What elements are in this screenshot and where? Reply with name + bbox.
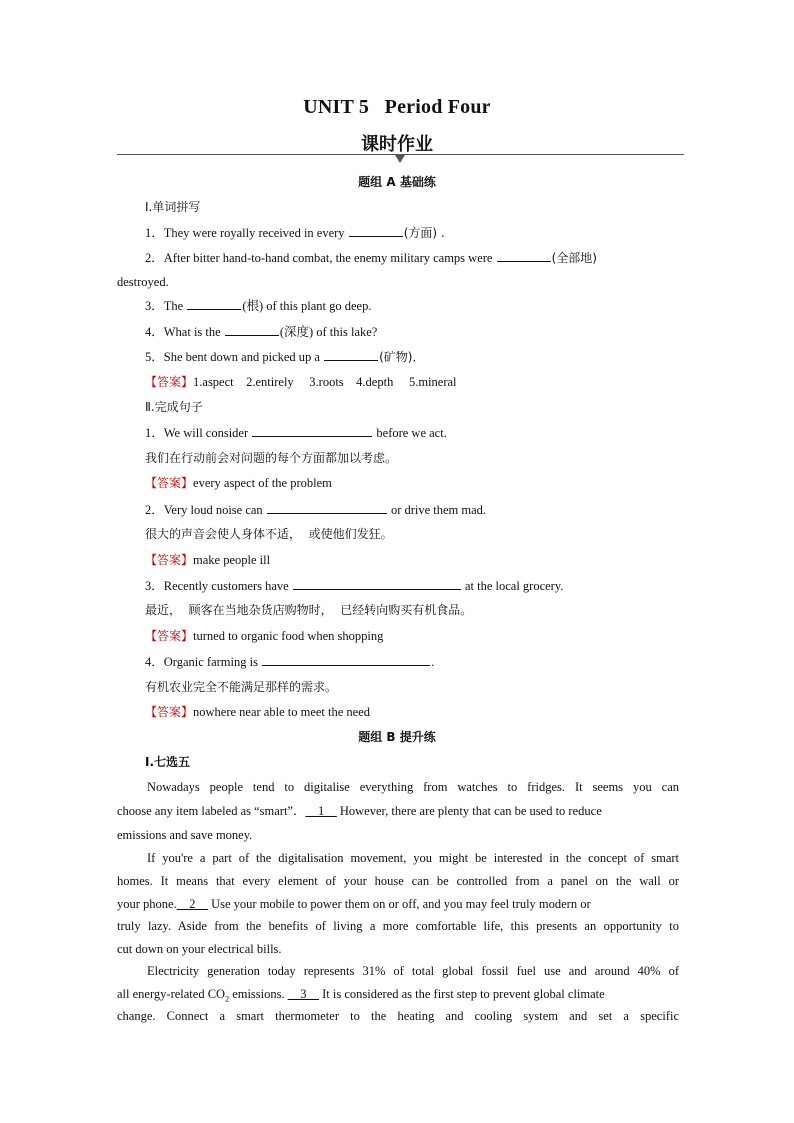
part2-heading: Ⅱ.完成句子 xyxy=(145,400,203,414)
paragraph-2-line: cut down on your electrical bills. xyxy=(117,942,282,956)
paragraph-2-line: homes. It means that every element of your house can be controlled from a panel on the wall or xyxy=(117,874,679,888)
page-subtitle: 课时作业 xyxy=(361,134,433,155)
sentence-item-2: 2．Very loud noise can or drive them mad. xyxy=(145,503,487,517)
sentence-item-4: 4．Organic farming is . xyxy=(145,655,435,669)
answer-blank xyxy=(252,424,372,437)
answer-blank xyxy=(324,348,378,361)
paragraph-1-line: choose any item labeled as “smart”．__1__ However, there are plenty that can be used to reduce xyxy=(117,804,602,818)
paragraph-3-line: all energy-related $CO_2$ emissions. __3__ It is considered as the first step to prevent global climate xyxy=(117,987,605,1004)
answer-blank xyxy=(349,224,403,237)
word-item-1: 1．They were royally received in every (方面) . xyxy=(145,226,445,240)
sentence-item-2-cn: 很大的声音会使人身体不适， 或使他们发狂。 xyxy=(145,527,393,541)
sentence-item-4-answer: 【答案】nowhere near able to meet the need xyxy=(145,705,371,719)
paragraph-2-line: your phone.__2__ Use your mobile to power them on or off, and you may feel truly modern or xyxy=(117,897,591,911)
word-item-5: 5．She bent down and picked up a (矿物)． xyxy=(145,350,425,364)
answer-tag: 【答案】 xyxy=(145,629,194,643)
answer-tag: 【答案】 xyxy=(145,553,194,567)
cloze-blank-2: __2__ xyxy=(176,897,208,911)
sentence-item-1-answer: 【答案】every aspect of the problem xyxy=(145,476,332,490)
answer-blank xyxy=(293,577,461,590)
paragraph-3-line: change. Connect a smart thermometer to the heating and cooling system and set a specific xyxy=(117,1009,679,1023)
part1-answer: 【答案】1.aspect 2.entirely 3.roots 4.depth 5.mineral xyxy=(145,375,457,389)
triangle-marker-icon xyxy=(395,155,405,163)
word-item-4: 4．What is the (深度) of this lake? xyxy=(145,325,378,339)
paragraph-1-line: emissions and save money. xyxy=(117,828,253,842)
sentence-item-3: 3．Recently customers have at the local grocery. xyxy=(145,579,564,593)
sentence-item-1: 1．We will consider before we act. xyxy=(145,426,447,440)
sentence-item-3-cn: 最近， 顾客在当地杂货店购物时， 已经转向购买有机食品。 xyxy=(145,603,473,617)
cloze-blank-1: __1__ xyxy=(305,804,337,818)
paragraph-3-line: Electricity generation today represents 31% of total global fossil fuel use and around 40% of xyxy=(147,964,679,978)
sentence-item-4-cn: 有机农业完全不能满足那样的需求。 xyxy=(145,680,338,694)
paragraph-1-line: Nowadays people tend to digitalise everything from watches to fridges. It seems you can xyxy=(147,780,679,794)
answer-blank xyxy=(262,653,430,666)
paragraph-2-line: truly lazy. Aside from the benefits of living a more comfortable life, this presents an opportunity to xyxy=(117,919,679,933)
word-item-3: 3．The (根) of this plant go deep. xyxy=(145,299,372,313)
page-title: UNIT 5 Period Four xyxy=(303,96,491,118)
answer-tag: 【答案】 xyxy=(145,705,194,719)
sentence-item-1-cn: 我们在行动前会对问题的每个方面都加以考虑。 xyxy=(145,451,398,465)
part1-heading: Ⅰ.单词拼写 xyxy=(145,200,201,214)
cloze-blank-3: __3__ xyxy=(287,987,319,1001)
paragraph-2-line: If you're a part of the digitalisation movement, you might be interested in the concept of smart xyxy=(147,851,679,865)
answer-blank xyxy=(225,323,279,336)
answer-blank xyxy=(267,501,387,514)
sentence-item-2-answer: 【答案】make people ill xyxy=(145,553,271,567)
answer-tag: 【答案】 xyxy=(145,476,194,490)
word-item-2-continuation: destroyed. xyxy=(117,275,169,289)
part-b1-heading: Ⅰ.七选五 xyxy=(145,755,191,769)
answer-blank xyxy=(497,249,551,262)
answer-blank xyxy=(187,297,241,310)
answer-tag: 【答案】 xyxy=(145,375,194,389)
group-b-heading: 题组 B 提升练 xyxy=(358,730,436,744)
word-item-2: 2．After bitter hand-to-hand combat, the enemy military camps were (全部地) xyxy=(145,251,597,265)
group-a-heading: 题组 A 基础练 xyxy=(358,175,436,189)
sentence-item-3-answer: 【答案】turned to organic food when shopping xyxy=(145,629,384,643)
